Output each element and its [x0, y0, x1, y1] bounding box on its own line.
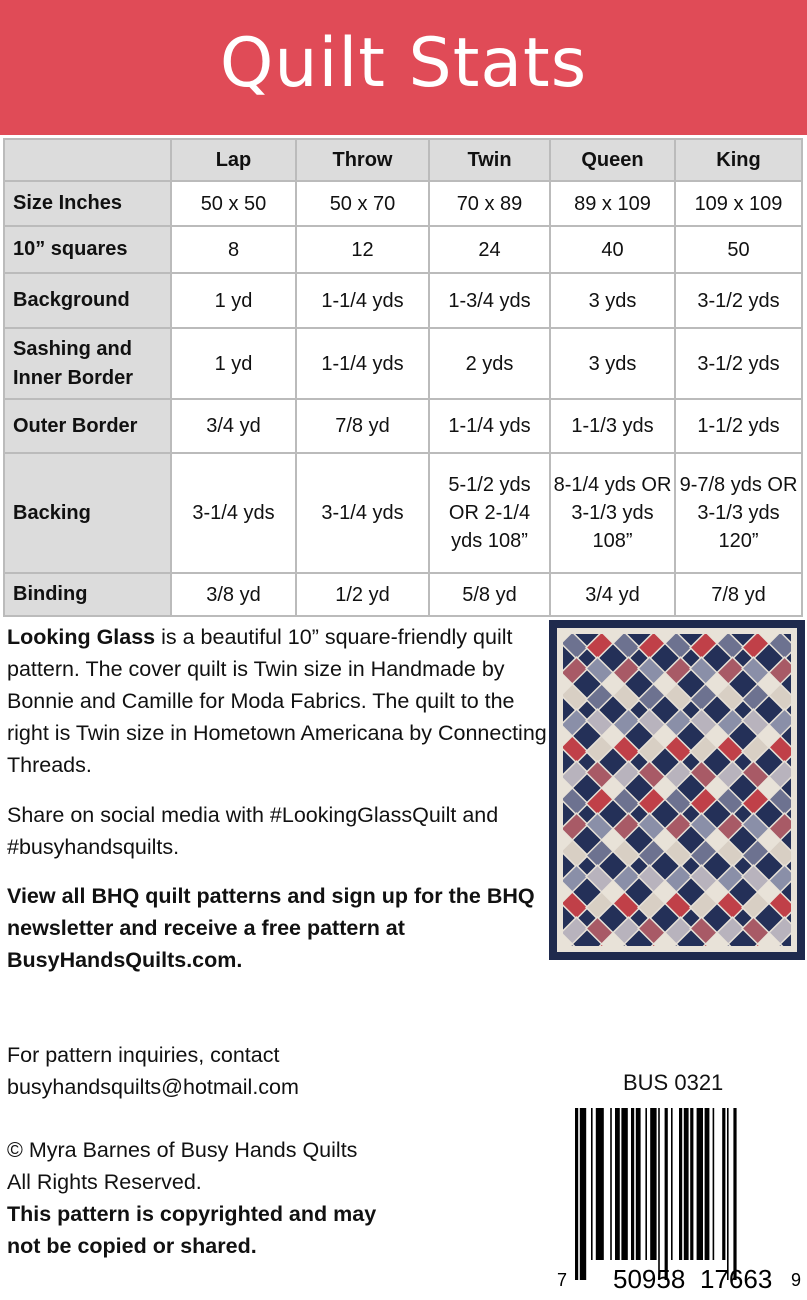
barcode-bar: [610, 1108, 612, 1260]
header-cell: [4, 139, 171, 181]
table-row: [4, 573, 802, 616]
header-cell: King: [675, 139, 802, 181]
contact-line: For pattern inquiries, contact: [7, 1043, 280, 1067]
barcode-bar: [705, 1108, 710, 1260]
contact-email[interactable]: busyhandsquilts@hotmail.com: [7, 1075, 299, 1099]
barcode-bar: [697, 1108, 703, 1260]
barcode-digit-first: 7: [557, 1270, 568, 1290]
barcode-bar: [733, 1108, 736, 1280]
row-label: Outer Border: [4, 399, 171, 453]
barcode-bar: [727, 1108, 729, 1280]
barcode-bar: [575, 1108, 578, 1280]
table-cell: 70 x 89: [429, 181, 550, 226]
newsletter-text: View all BHQ quilt patterns and sign up for the BHQ newsletter and receive a free pattern at BusyHandsQuilts.com.: [7, 884, 535, 972]
table-cell: 12: [296, 226, 429, 273]
barcode-bar: [658, 1108, 660, 1280]
table-cell: 3 yds: [550, 273, 675, 328]
barcode-bar: [615, 1108, 620, 1260]
table-cell: 1/2 yd: [296, 573, 429, 616]
table-cell: 7/8 yd: [296, 399, 429, 453]
table-row: [4, 273, 802, 328]
barcode-bar: [580, 1108, 586, 1280]
row-label: Sashing and Inner Border: [4, 328, 171, 399]
description-paragraph: [7, 621, 547, 781]
barcode-digit-last: 9: [791, 1270, 802, 1290]
table-row: [4, 453, 802, 573]
table-row: [4, 328, 802, 399]
barcode-bar: [713, 1108, 715, 1260]
header-cell: Twin: [429, 139, 550, 181]
header-cell: Queen: [550, 139, 675, 181]
table-cell: 8-1/4 yds OR 3-1/3 yds 108”: [550, 453, 675, 573]
table-cell: 3 yds: [550, 328, 675, 399]
table-cell: 109 x 109: [675, 181, 802, 226]
pattern-name: Looking Glass: [7, 625, 156, 649]
table-cell: 1 yd: [171, 328, 296, 399]
table-row: [4, 399, 802, 453]
row-label: Background: [4, 273, 171, 328]
product-code: BUS 0321: [623, 1070, 724, 1095]
barcode-bar: [671, 1108, 673, 1260]
rights-line: All Rights Reserved.: [7, 1170, 202, 1194]
table-cell: 89 x 109: [550, 181, 675, 226]
table-cell: 3/4 yd: [171, 399, 296, 453]
table-cell: 24: [429, 226, 550, 273]
quilt-photo: [549, 620, 805, 960]
table-cell: 5/8 yd: [429, 573, 550, 616]
row-label: Backing: [4, 453, 171, 573]
table-cell: 3/4 yd: [550, 573, 675, 616]
table-cell: 1-1/3 yds: [550, 399, 675, 453]
barcode-bar: [679, 1108, 682, 1260]
table-cell: 1-3/4 yds: [429, 273, 550, 328]
header-cell: Throw: [296, 139, 429, 181]
table-cell: 40: [550, 226, 675, 273]
copyright-line: © Myra Barnes of Busy Hands Quilts: [7, 1138, 358, 1162]
table-cell: 1-1/4 yds: [296, 328, 429, 399]
table-cell: 2 yds: [429, 328, 550, 399]
barcode-bar: [631, 1108, 634, 1260]
table-cell: 8: [171, 226, 296, 273]
table-cell: 3-1/2 yds: [675, 328, 802, 399]
quilt-stats-table: [3, 138, 803, 617]
row-label: Size Inches: [4, 181, 171, 226]
barcode-bar: [650, 1108, 656, 1260]
table-row: [4, 181, 802, 226]
barcode-bar: [645, 1108, 647, 1260]
barcode-bar: [596, 1108, 604, 1260]
row-label: 10” squares: [4, 226, 171, 273]
barcode-bar: [621, 1108, 627, 1260]
copyright-notice: This pattern is copyrighted and may not be copied or shared.: [7, 1202, 377, 1258]
table-cell: 1-1/4 yds: [296, 273, 429, 328]
barcode: [555, 1108, 805, 1293]
description-text: is a beautiful 10” square-friendly quilt pattern. The cover quilt is Twin size in Handmade by Bonnie and Camille for Moda Fabrics. The quilt to the right is Twin size in Hometown Americana by Connecting Threads.: [7, 625, 547, 777]
table-row: [4, 226, 802, 273]
barcode-bar: [665, 1108, 668, 1280]
table-cell: 3-1/2 yds: [675, 273, 802, 328]
barcode-bar: [690, 1108, 693, 1260]
table-cell: 1-1/2 yds: [675, 399, 802, 453]
table-cell: 3/8 yd: [171, 573, 296, 616]
barcode-bar: [722, 1108, 725, 1260]
barcode-digits-left: 50958: [613, 1264, 686, 1293]
social-text: Share on social media with #LookingGlassQuilt and #busyhandsquilts.: [7, 803, 499, 859]
header-banner: [0, 0, 807, 135]
table-cell: 9-7/8 yds OR 3-1/3 yds 120”: [675, 453, 802, 573]
barcode-bar: [591, 1108, 593, 1260]
table-cell: 50 x 70: [296, 181, 429, 226]
table-cell: 7/8 yd: [675, 573, 802, 616]
table-cell: 50 x 50: [171, 181, 296, 226]
table-cell: 1 yd: [171, 273, 296, 328]
header-cell: Lap: [171, 139, 296, 181]
barcode-digits-right: 17663: [700, 1264, 773, 1293]
table-cell: 3-1/4 yds: [296, 453, 429, 573]
barcode-bar: [636, 1108, 641, 1260]
table-cell: 50: [675, 226, 802, 273]
row-label: Binding: [4, 573, 171, 616]
table-header-row: [4, 139, 802, 181]
barcode-bar: [684, 1108, 689, 1260]
page-title: Quilt Stats: [219, 24, 588, 103]
table-cell: 5-1/2 yds OR 2-1/4 yds 108”: [429, 453, 550, 573]
table-cell: 1-1/4 yds: [429, 399, 550, 453]
table-cell: 3-1/4 yds: [171, 453, 296, 573]
